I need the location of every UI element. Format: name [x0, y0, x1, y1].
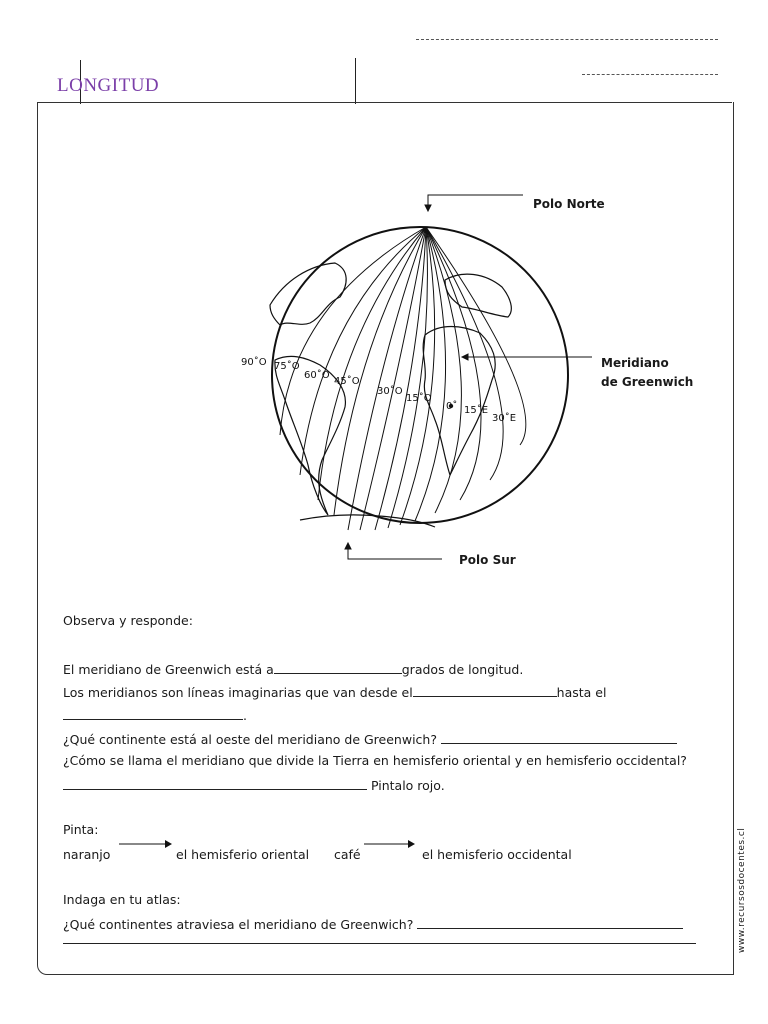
q5-text: ¿Qué continentes atraviesa el meridiano de Greenwich? — [63, 917, 414, 932]
arrow-icon-2 — [364, 838, 416, 850]
question-1 — [63, 660, 523, 678]
pinta-title: Pinta: — [63, 822, 99, 837]
label-45w: 45˚O — [334, 376, 360, 387]
q5-answer-line-2[interactable] — [63, 943, 696, 944]
label-15w: 15˚O — [406, 393, 432, 404]
label-greenwich-1: Meridiano — [601, 356, 669, 370]
page-title: LONGITUD — [57, 75, 160, 96]
label-north-pole: Polo Norte — [533, 197, 605, 211]
name-line[interactable] — [416, 39, 718, 40]
label-75w: 75˚O — [274, 361, 300, 372]
q4-answer-blank[interactable] — [63, 776, 367, 790]
website-credit: www.recursosdocentes.cl — [737, 827, 747, 953]
header-divider-right — [355, 58, 356, 104]
label-30w: 30˚O — [377, 386, 403, 397]
q3-answer-blank[interactable] — [441, 730, 677, 744]
color-2: café — [334, 847, 361, 862]
hemisphere-2: el hemisferio occidental — [422, 847, 572, 862]
label-south-pole: Polo Sur — [459, 553, 516, 567]
arrow-icon-1 — [119, 838, 173, 850]
q2-answer-blank-1[interactable] — [413, 683, 557, 697]
q2-answer-blank-2[interactable] — [63, 706, 243, 720]
label-15e: 15˚E — [464, 405, 489, 416]
q2-text-b: hasta el — [556, 685, 607, 700]
question-2 — [63, 683, 606, 701]
label-0: 0˚ — [446, 401, 458, 412]
atlas-title: Indaga en tu atlas: — [63, 892, 181, 907]
q2-end: . — [243, 708, 247, 723]
question-2-continued — [63, 706, 247, 724]
color-1: naranjo — [63, 847, 111, 862]
q1-text-b: grados de longitud. — [401, 662, 524, 677]
q1-text-a: El meridiano de Greenwich está a — [63, 662, 274, 677]
hemisphere-1: el hemisferio oriental — [176, 847, 310, 862]
label-60w: 60˚O — [304, 370, 330, 381]
q4-end: Pintalo rojo. — [370, 778, 445, 793]
q2-text-a: Los meridianos son líneas imaginarias que van desde el — [63, 685, 413, 700]
question-4: ¿Cómo se llama el meridiano que divide la Tierra en hemisferio oriental y en hemisferio occidental? — [63, 753, 687, 768]
q5-answer-blank[interactable] — [417, 915, 683, 929]
q3-text: ¿Qué continente está al oeste del meridiano de Greenwich? — [63, 732, 437, 747]
label-30e: 30˚E — [492, 413, 517, 424]
intro-text: Observa y responde: — [63, 613, 193, 628]
question-3 — [63, 730, 677, 748]
date-line[interactable] — [582, 74, 718, 75]
q1-answer-blank[interactable] — [274, 660, 402, 674]
question-5 — [63, 915, 683, 933]
label-greenwich-2: de Greenwich — [601, 375, 694, 389]
question-4-continued — [63, 776, 445, 794]
label-90w: 90˚O — [241, 357, 267, 368]
